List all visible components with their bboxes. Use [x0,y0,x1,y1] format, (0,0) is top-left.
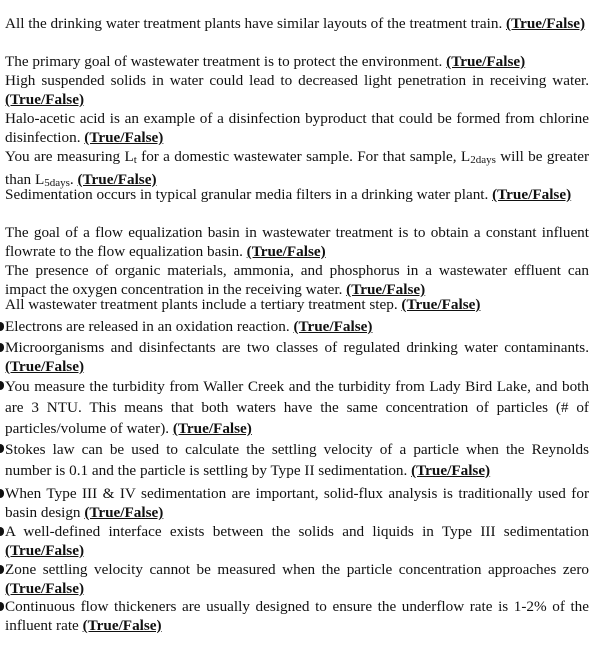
true-false-label: (True/False) [346,281,426,298]
question-4 [5,109,589,147]
question-16 [5,560,589,598]
question-text: Continuous flow thickeners are usually designed to ensure the underflow rate is 1-2% of the influent rate [5,598,589,634]
question-text: When Type III & IV sedimentation are important, solid-flux analysis is traditionally used for basin design [5,485,589,521]
question-13 [5,439,589,481]
question-text: Sedimentation occurs in typical granular media filters in a drinking water plant. [5,186,489,203]
question-text: Halo-acetic acid is an example of a disinfection byproduct that could be formed from chlorine disinfection. [5,110,589,146]
bullet-marker [0,343,4,352]
question-11 [5,338,589,376]
question-14 [5,484,589,522]
question-text: Zone settling velocity cannot be measured when the particle concentration approaches zero [5,561,589,578]
subscript-5days: 5days [44,177,70,189]
question-text-part: will be greater than L [5,148,589,188]
question-7 [5,223,589,261]
subscript-2days: 2days [470,154,496,166]
question-text: All wastewater treatment plants include a tertiary treatment step. [5,296,398,313]
bullet-marker [0,527,4,536]
question-3 [5,71,589,109]
true-false-label: (True/False) [492,186,572,203]
question-text: You measure the turbidity from Waller Creek and the turbidity from Lady Bird Lake, and both are 3 NTU. This means that both waters have the same concentration of particles (# of particles/volume of water). [5,378,589,437]
question-15 [5,522,589,560]
true-false-label: (True/False) [77,171,157,188]
question-9 [5,295,589,314]
true-false-label: (True/False) [172,420,252,437]
question-1 [5,14,589,33]
question-text: High suspended solids in water could lead to decreased light penetration in receiving water. [5,72,589,89]
subscript-t: t [133,154,137,166]
bullet-marker [0,381,4,390]
question-text-part: for a domestic wastewater sample. For that sample, L [136,148,471,165]
question-text: Stokes law can be used to calculate the settling velocity of a particle when the Reynolds number is 0.1 and the particle is settling by Type II sedimentation. [5,441,589,479]
true-false-label: (True/False) [401,296,481,313]
question-2 [5,52,589,71]
question-text: The goal of a flow equalization basin in wastewater treatment is to obtain a constant influent flowrate to the flow equalization basin. [5,224,589,260]
question-text: A well-defined interface exists between the solids and liquids in Type III sedimentation [5,523,589,540]
true-false-label: (True/False) [5,580,85,597]
question-6 [5,185,589,204]
question-text-part: You are measuring L [5,148,134,165]
question-text-part: . [69,171,74,188]
true-false-label: (True/False) [446,53,526,70]
question-text: Microorganisms and disinfectants are two classes of regulated drinking water contaminants. [5,339,589,356]
question-17 [5,597,589,635]
question-text: The presence of organic materials, ammonia, and phosphorus in a wastewater effluent can impact the oxygen concentration in the receiving water. [5,262,589,298]
true-false-label: (True/False) [411,462,491,479]
question-8 [5,261,589,299]
true-false-label: (True/False) [84,129,164,146]
bullet-marker [0,602,4,611]
true-false-label: (True/False) [5,91,85,108]
question-text: All the drinking water treatment plants have similar layouts of the treatment train. [5,15,503,32]
true-false-label: (True/False) [84,504,164,521]
true-false-label: (True/False) [5,542,85,559]
bullet-marker [0,489,4,498]
true-false-label: (True/False) [82,617,162,634]
question-text: The primary goal of wastewater treatment is to protect the environment. [5,53,443,70]
question-12 [5,376,589,439]
question-text: Electrons are released in an oxidation reaction. [5,318,290,335]
true-false-label: (True/False) [5,358,85,375]
true-false-label: (True/False) [506,15,586,32]
bullet-marker [0,444,4,453]
question-10 [5,317,589,336]
true-false-label: (True/False) [246,243,326,260]
bullet-marker [0,565,4,574]
true-false-label: (True/False) [293,318,373,335]
bullet-marker [0,322,4,331]
